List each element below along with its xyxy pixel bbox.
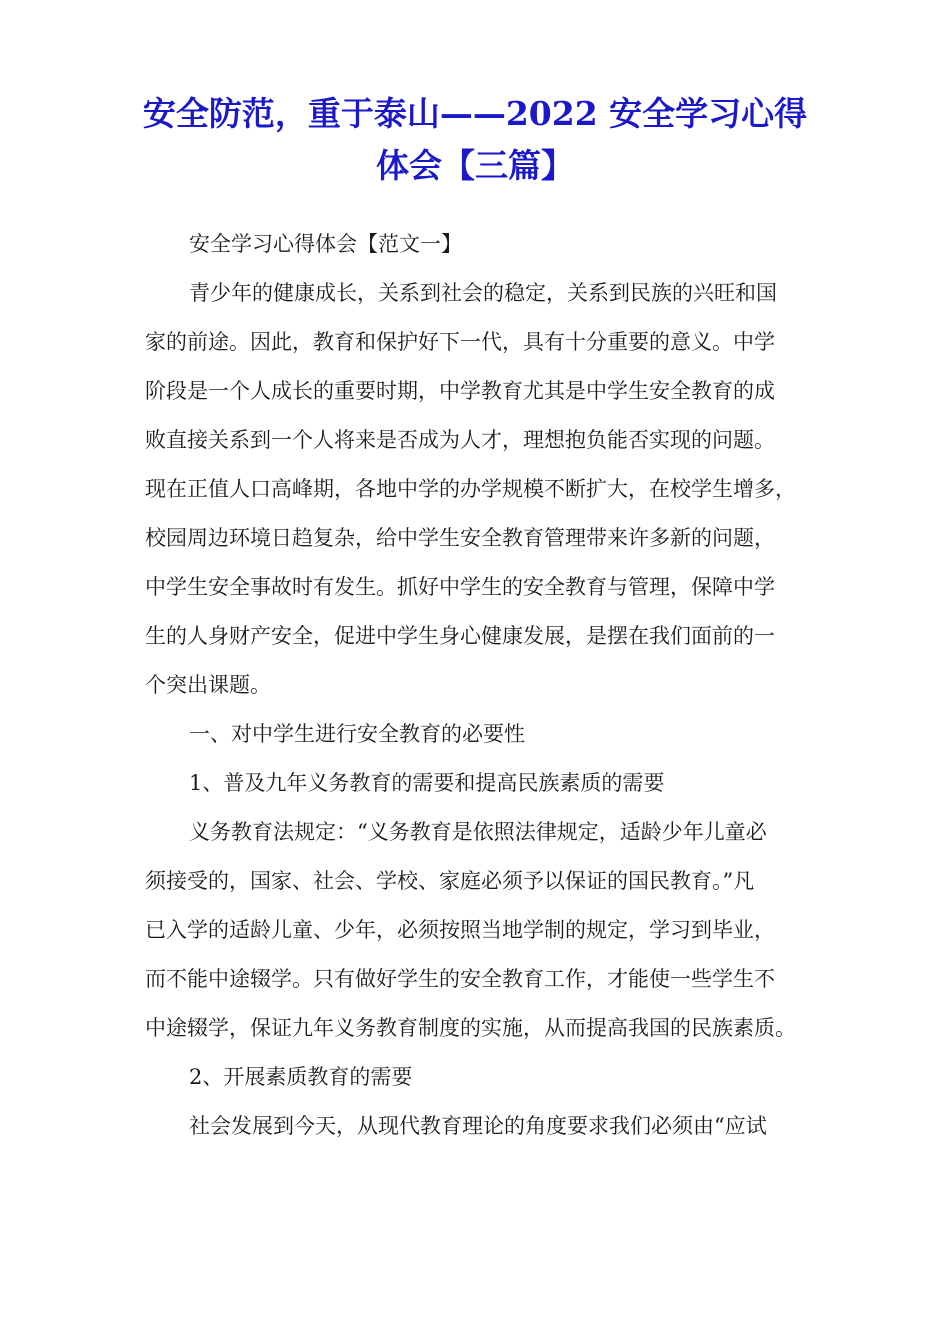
text-line: 中学生安全事故时有发生。抓好中学生的安全教育与管理，保障中学 bbox=[145, 575, 775, 599]
text-line: 校园周边环境日趋复杂，给中学生安全教育管理带来许多新的问题， bbox=[145, 526, 775, 550]
title-line-1: 安全防范，重于泰山——2022 安全学习心得 bbox=[142, 94, 808, 133]
text-line: 2、开展素质教育的需要 bbox=[189, 1065, 413, 1089]
text-line: 生的人身财产安全，促进中学生身心健康发展，是摆在我们面前的一 bbox=[145, 624, 775, 648]
document-title bbox=[130, 88, 820, 192]
text-line: 安全学习心得体会【范文一】 bbox=[189, 232, 462, 256]
text-line: 一、对中学生进行安全教育的必要性 bbox=[189, 722, 525, 746]
document-body bbox=[145, 220, 820, 1151]
text-line: 家的前途。因此，教育和保护好下一代，具有十分重要的意义。中学 bbox=[145, 330, 775, 354]
title-line-2: 体会【三篇】 bbox=[376, 146, 574, 185]
text-line: 社会发展到今天，从现代教育理论的角度要求我们必须由“应试 bbox=[189, 1114, 767, 1138]
text-line: 阶段是一个人成长的重要时期，中学教育尤其是中学生安全教育的成 bbox=[145, 379, 775, 403]
text-line: 义务教育法规定：“义务教育是依照法律规定，适龄少年儿童必 bbox=[189, 820, 767, 844]
text-line: 青少年的健康成长，关系到社会的稳定，关系到民族的兴旺和国 bbox=[189, 281, 777, 305]
text-line: 而不能中途辍学。只有做好学生的安全教育工作，才能使一些学生不 bbox=[145, 967, 775, 991]
text-line: 现在正值人口高峰期，各地中学的办学规模不断扩大，在校学生增多， bbox=[145, 477, 796, 501]
text-line: 败直接关系到一个人将来是否成为人才，理想抱负能否实现的问题。 bbox=[145, 428, 775, 452]
text-line: 须接受的，国家、社会、学校、家庭必须予以保证的国民教育。”凡 bbox=[145, 869, 755, 893]
text-line: 中途辍学，保证九年义务教育制度的实施，从而提高我国的民族素质。 bbox=[145, 1016, 796, 1040]
text-line: 已入学的适龄儿童、少年，必须按照当地学制的规定，学习到毕业， bbox=[145, 918, 775, 942]
text-line: 1、普及九年义务教育的需要和提高民族素质的需要 bbox=[189, 771, 665, 795]
text-line: 个突出课题。 bbox=[145, 673, 271, 697]
